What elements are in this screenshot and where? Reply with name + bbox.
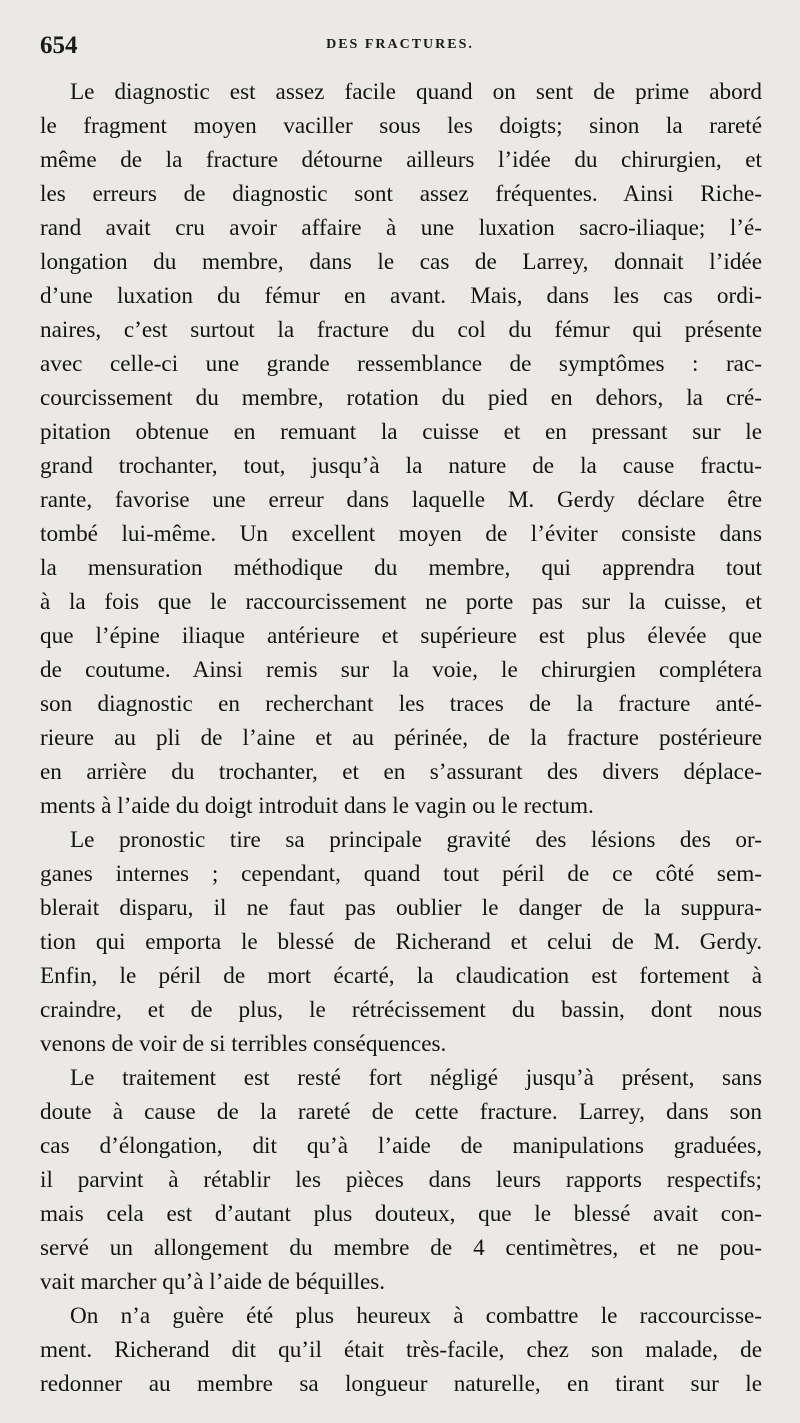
- text-line: tombé lui-même. Un excellent moyen de l’éviter consiste dans: [40, 521, 762, 547]
- text-line: longation du membre, dans le cas de Larrey, donnait l’idée: [40, 249, 762, 275]
- text-line: la mensuration méthodique du membre, qui apprendra tout: [40, 555, 762, 581]
- text-line: cas d’élongation, dit qu’à l’aide de manipulations graduées,: [40, 1133, 762, 1159]
- text-line: venons de voir de si terribles conséquences.: [40, 1031, 447, 1057]
- text-line: même de la fracture détourne ailleurs l’idée du chirurgien, et: [40, 147, 762, 173]
- text-line: naires, c’est surtout la fracture du col du fémur qui présente: [40, 317, 762, 343]
- text-line: blerait disparu, il ne faut pas oublier le danger de la suppura-: [40, 895, 762, 921]
- page-number: 654: [40, 32, 78, 59]
- text-line: il parvint à rétablir les pièces dans leurs rapports respectifs;: [40, 1167, 762, 1193]
- text-line: les erreurs de diagnostic sont assez fréquentes. Ainsi Riche-: [40, 181, 762, 207]
- text-line: rieure au pli de l’aine et au périnée, de la fracture postérieure: [40, 725, 762, 751]
- paragraph: [40, 1061, 762, 1299]
- paragraph: [40, 823, 762, 1061]
- text-line: Le diagnostic est assez facile quand on sent de prime abord: [70, 79, 762, 105]
- text-line: que l’épine iliaque antérieure et supérieure est plus élevée que: [40, 623, 762, 649]
- text-line: servé un allongement du membre de 4 centimètres, et ne pou-: [40, 1235, 762, 1261]
- text-line: redonner au membre sa longueur naturelle, en tirant sur le: [40, 1371, 762, 1397]
- text-line: rante, favorise une erreur dans laquelle M. Gerdy déclare être: [40, 487, 762, 513]
- text-line: tion qui emporta le blessé de Richerand et celui de M. Gerdy.: [40, 929, 762, 955]
- text-line: courcissement du membre, rotation du pied en dehors, la cré-: [40, 385, 762, 411]
- running-title: DES FRACTURES.: [326, 37, 474, 52]
- body-text: [40, 75, 762, 1401]
- text-line: craindre, et de plus, le rétrécissement du bassin, dont nous: [40, 997, 762, 1023]
- text-line: à la fois que le raccourcissement ne porte pas sur la cuisse, et: [40, 589, 762, 615]
- paragraph: [40, 1299, 762, 1401]
- text-line: ment. Richerand dit qu’il était très-facile, chez son malade, de: [40, 1337, 762, 1363]
- text-line: en arrière du trochanter, et en s’assurant des divers déplace-: [40, 759, 762, 785]
- text-line: doute à cause de la rareté de cette fracture. Larrey, dans son: [40, 1099, 762, 1125]
- text-line: ganes internes ; cependant, quand tout péril de ce côté sem-: [40, 861, 762, 887]
- text-line: mais cela est d’autant plus douteux, que le blessé avait con-: [40, 1201, 762, 1227]
- text-line: pitation obtenue en remuant la cuisse et en pressant sur le: [40, 419, 762, 445]
- text-line: Enfin, le péril de mort écarté, la claudication est fortement à: [40, 963, 762, 989]
- text-line: ments à l’aide du doigt introduit dans le vagin ou le rectum.: [40, 793, 594, 819]
- text-line: de coutume. Ainsi remis sur la voie, le chirurgien complétera: [40, 657, 762, 683]
- running-head: [40, 32, 760, 62]
- text-line: rand avait cru avoir affaire à une luxation sacro-iliaque; l’é-: [40, 215, 762, 241]
- text-line: d’une luxation du fémur en avant. Mais, dans les cas ordi-: [40, 283, 762, 309]
- text-line: Le traitement est resté fort négligé jusqu’à présent, sans: [70, 1065, 762, 1091]
- text-line: avec celle-ci une grande ressemblance de symptômes : rac-: [40, 351, 762, 377]
- text-line: On n’a guère été plus heureux à combattre le raccourcisse-: [70, 1303, 762, 1329]
- text-line: le fragment moyen vaciller sous les doigts; sinon la rareté: [40, 113, 762, 139]
- text-line: son diagnostic en recherchant les traces de la fracture anté-: [40, 691, 762, 717]
- paragraph: [40, 75, 762, 823]
- text-line: vait marcher qu’à l’aide de béquilles.: [40, 1269, 386, 1295]
- text-line: grand trochanter, tout, jusqu’à la nature de la cause fractu-: [40, 453, 762, 479]
- text-line: Le pronostic tire sa principale gravité des lésions des or-: [70, 827, 762, 853]
